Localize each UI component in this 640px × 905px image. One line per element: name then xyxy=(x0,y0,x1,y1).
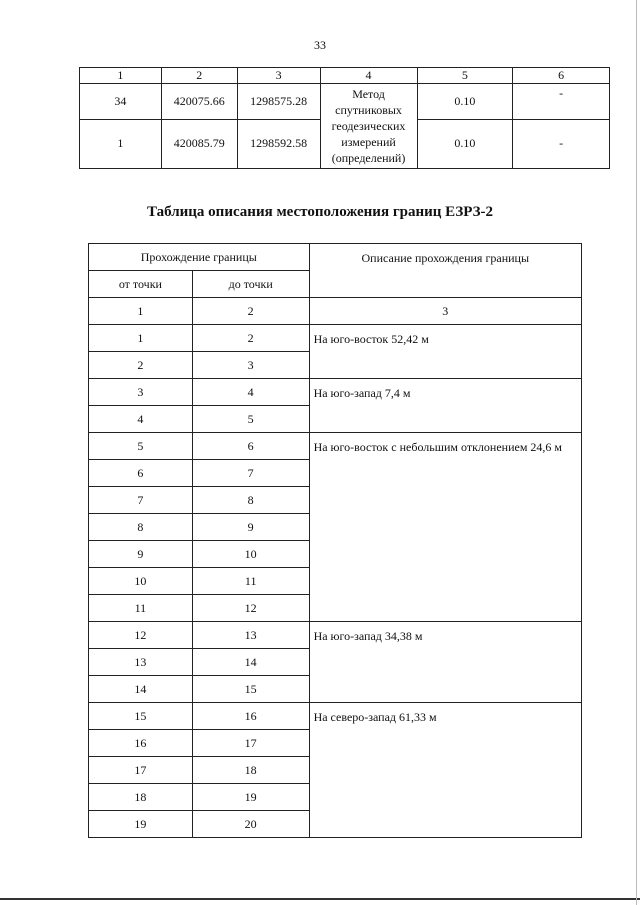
from-point: 19 xyxy=(89,811,193,838)
y-cell: 1298575.28 xyxy=(237,84,320,120)
from-point: 7 xyxy=(89,487,193,514)
to-point: 4 xyxy=(192,379,309,406)
to-point: 11 xyxy=(192,568,309,595)
header-cell: 1 xyxy=(80,68,162,84)
point-cell: 1 xyxy=(80,119,162,169)
from-point: 5 xyxy=(89,433,193,460)
to-point: 17 xyxy=(192,730,309,757)
coordinates-header-row xyxy=(80,68,610,84)
header-cell: 2 xyxy=(161,68,237,84)
segment-description: На юго-восток 52,42 м xyxy=(309,325,581,379)
from-point: 2 xyxy=(89,352,193,379)
column-number-row xyxy=(89,298,582,325)
passage-header: Прохождение границы xyxy=(89,244,310,271)
method-line: спутниковых xyxy=(335,103,402,117)
x-cell: 420085.79 xyxy=(161,119,237,169)
to-point: 6 xyxy=(192,433,309,460)
method-line: Метод xyxy=(352,87,385,101)
segment-description: На юго-запад 7,4 м xyxy=(309,379,581,433)
y-cell: 1298592.58 xyxy=(237,119,320,169)
from-point: 11 xyxy=(89,595,193,622)
method-line: геодезических xyxy=(331,119,406,133)
boundary-header-row xyxy=(89,244,582,271)
from-point: 10 xyxy=(89,568,193,595)
header-cell: 6 xyxy=(513,68,610,84)
note-cell: - xyxy=(513,84,610,120)
boundary-table xyxy=(88,243,582,838)
method-cell xyxy=(320,84,417,169)
table-row xyxy=(89,433,582,460)
coordinates-table xyxy=(79,67,610,169)
segment-description: На юго-запад 34,38 м xyxy=(309,622,581,703)
segment-description: На северо-запад 61,33 м xyxy=(309,703,581,838)
from-point: 18 xyxy=(89,784,193,811)
table-title: Таблица описания местоположения границ ЕЗРЗ-2 xyxy=(146,204,494,220)
to-point: 12 xyxy=(192,595,309,622)
from-point: 15 xyxy=(89,703,193,730)
note-cell: - xyxy=(513,119,610,169)
from-point-header: от точки xyxy=(89,271,193,298)
scan-side-line xyxy=(636,0,637,905)
from-point: 8 xyxy=(89,514,193,541)
header-cell: 3 xyxy=(237,68,320,84)
to-point: 3 xyxy=(192,352,309,379)
from-point: 17 xyxy=(89,757,193,784)
column-number: 3 xyxy=(309,298,581,325)
from-point: 12 xyxy=(89,622,193,649)
precision-cell: 0.10 xyxy=(417,84,513,120)
method-line: (определений) xyxy=(331,151,406,165)
to-point: 18 xyxy=(192,757,309,784)
from-point: 6 xyxy=(89,460,193,487)
table-row xyxy=(89,703,582,730)
segment-description: На юго-восток с небольшим отклонением 24,6 м xyxy=(309,433,581,622)
from-point: 1 xyxy=(89,325,193,352)
from-point: 14 xyxy=(89,676,193,703)
to-point: 13 xyxy=(192,622,309,649)
scan-edge-line xyxy=(0,898,640,900)
from-point: 4 xyxy=(89,406,193,433)
to-point: 10 xyxy=(192,541,309,568)
description-header: Описание прохождения границы xyxy=(309,244,581,298)
to-point: 9 xyxy=(192,514,309,541)
method-line: измерений xyxy=(341,135,396,149)
to-point: 20 xyxy=(192,811,309,838)
page-number: 33 xyxy=(314,38,326,52)
to-point: 19 xyxy=(192,784,309,811)
column-number: 2 xyxy=(192,298,309,325)
table-row xyxy=(89,622,582,649)
from-point: 16 xyxy=(89,730,193,757)
to-point: 2 xyxy=(192,325,309,352)
from-point: 3 xyxy=(89,379,193,406)
column-number: 1 xyxy=(89,298,193,325)
header-cell: 5 xyxy=(417,68,513,84)
header-cell: 4 xyxy=(320,68,417,84)
point-cell: 34 xyxy=(80,84,162,120)
from-point: 9 xyxy=(89,541,193,568)
to-point: 16 xyxy=(192,703,309,730)
to-point: 5 xyxy=(192,406,309,433)
to-point-header: до точки xyxy=(192,271,309,298)
table-row xyxy=(89,325,582,352)
to-point: 8 xyxy=(192,487,309,514)
from-point: 13 xyxy=(89,649,193,676)
to-point: 14 xyxy=(192,649,309,676)
x-cell: 420075.66 xyxy=(161,84,237,120)
to-point: 15 xyxy=(192,676,309,703)
precision-cell: 0.10 xyxy=(417,119,513,169)
table-row xyxy=(89,379,582,406)
to-point: 7 xyxy=(192,460,309,487)
table-row xyxy=(80,84,610,120)
